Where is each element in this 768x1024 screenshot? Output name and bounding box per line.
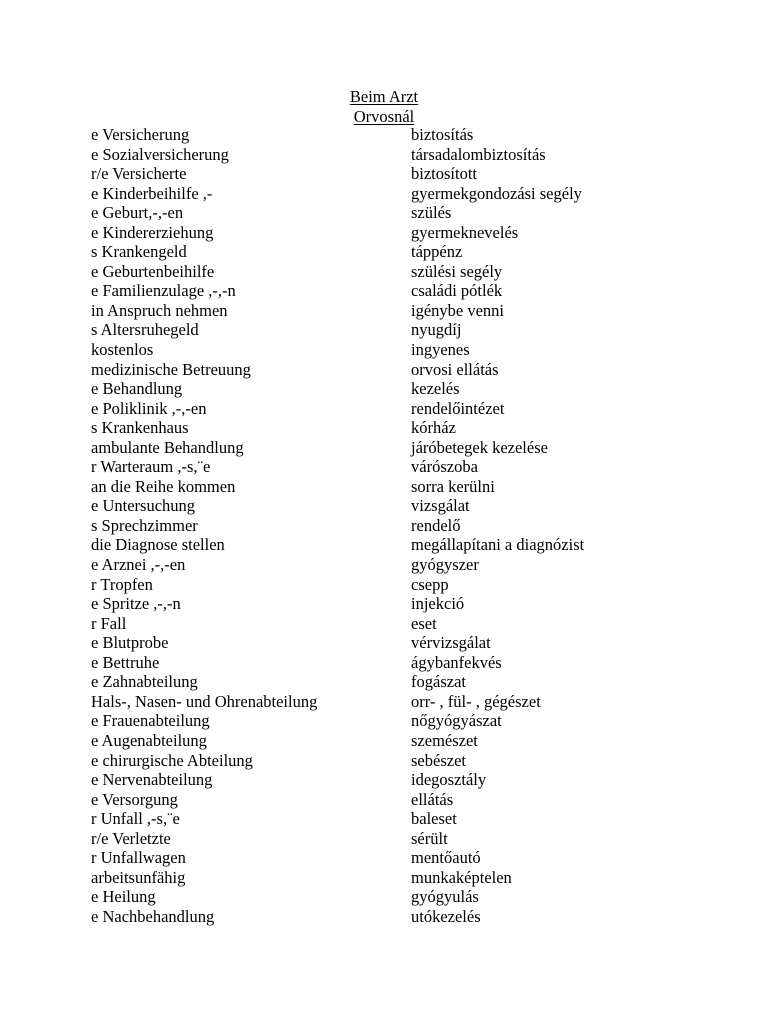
- german-term: e Augenabteilung: [91, 730, 207, 750]
- german-term: e Heilung: [91, 887, 156, 907]
- hungarian-translation: szemészet: [411, 730, 478, 750]
- hungarian-translation: utókezelés: [411, 906, 481, 926]
- german-term: e Zahnabteilung: [91, 672, 198, 692]
- german-term: r Tropfen: [91, 574, 153, 594]
- german-term: Hals-, Nasen- und Ohrenabteilung: [91, 691, 318, 711]
- vocabulary-row: [0, 360, 768, 380]
- vocabulary-row: [0, 594, 768, 614]
- german-term: e Geburt,-,-en: [91, 203, 184, 223]
- hungarian-translation: vérvizsgálat: [411, 633, 491, 653]
- hungarian-translation: sérült: [411, 828, 448, 848]
- hungarian-translation: járóbetegek kezelése: [411, 437, 548, 457]
- vocabulary-row: [0, 809, 768, 829]
- vocabulary-row: [0, 379, 768, 399]
- hungarian-translation: orr- , fül- , gégészet: [411, 691, 541, 711]
- vocabulary-row: [0, 457, 768, 477]
- german-term: r Warteraum ,-s,¨e: [91, 457, 211, 477]
- german-term: e Bettruhe: [91, 652, 160, 672]
- german-term: e Versorgung: [91, 789, 178, 809]
- hungarian-translation: eset: [411, 613, 437, 633]
- vocabulary-row: [0, 887, 768, 907]
- german-term: die Diagnose stellen: [91, 535, 225, 555]
- hungarian-translation: rendelőintézet: [411, 398, 505, 418]
- vocabulary-row: [0, 418, 768, 438]
- vocabulary-row: [0, 242, 768, 262]
- german-term: r Unfall ,-s,¨e: [91, 809, 180, 829]
- german-term: e Nervenabteilung: [91, 770, 213, 790]
- vocabulary-row: [0, 281, 768, 301]
- hungarian-translation: családi pótlék: [411, 281, 503, 301]
- hungarian-translation: orvosi ellátás: [411, 359, 499, 379]
- hungarian-translation: biztosítás: [411, 125, 474, 144]
- german-term: e Frauenabteilung: [91, 711, 210, 731]
- vocabulary-row: [0, 184, 768, 204]
- vocabulary-row: [0, 653, 768, 673]
- german-term: medizinische Betreuung: [91, 359, 251, 379]
- vocabulary-row: [0, 203, 768, 223]
- german-term: e Familienzulage ,-,-n: [91, 281, 236, 301]
- vocabulary-row: [0, 340, 768, 360]
- hungarian-translation: sorra kerülni: [411, 476, 495, 496]
- vocabulary-row: [0, 164, 768, 184]
- hungarian-translation: társadalombiztosítás: [411, 144, 546, 164]
- german-term: e Kindererziehung: [91, 222, 214, 242]
- vocabulary-row: [0, 477, 768, 497]
- german-term: r/e Versicherte: [91, 164, 187, 184]
- hungarian-translation: munkaképtelen: [411, 867, 512, 887]
- hungarian-translation: gyermeknevelés: [411, 222, 519, 242]
- german-term: an die Reihe kommen: [91, 476, 236, 496]
- vocabulary-list: [0, 125, 768, 926]
- vocabulary-row: [0, 848, 768, 868]
- german-term: e Spritze ,-,-n: [91, 594, 181, 614]
- vocabulary-row: [0, 516, 768, 536]
- vocabulary-row: [0, 262, 768, 282]
- vocabulary-row: [0, 829, 768, 849]
- german-term: kostenlos: [91, 340, 154, 360]
- german-term: e Behandlung: [91, 379, 183, 399]
- hungarian-translation: fogászat: [411, 672, 466, 692]
- vocabulary-row: [0, 633, 768, 653]
- vocabulary-row: [0, 301, 768, 321]
- hungarian-translation: ellátás: [411, 789, 454, 809]
- german-term: e Blutprobe: [91, 633, 169, 653]
- vocabulary-row: [0, 711, 768, 731]
- german-term: e chirurgische Abteilung: [91, 750, 253, 770]
- german-term: arbeitsunfähig: [91, 867, 186, 887]
- german-term: e Sozialversicherung: [91, 144, 229, 164]
- hungarian-translation: injekció: [411, 594, 465, 614]
- hungarian-translation: nőgyógyászat: [411, 711, 502, 731]
- german-term: r Unfallwagen: [91, 848, 186, 868]
- hungarian-translation: vizsgálat: [411, 496, 470, 516]
- german-term: s Krankengeld: [91, 242, 187, 262]
- hungarian-translation: gyógyszer: [411, 555, 479, 575]
- german-term: e Poliklinik ,-,-en: [91, 398, 207, 418]
- hungarian-translation: baleset: [411, 809, 457, 829]
- hungarian-translation: nyugdíj: [411, 320, 462, 340]
- german-term: s Sprechzimmer: [91, 515, 198, 535]
- hungarian-translation: gyermekgondozási segély: [411, 183, 582, 203]
- hungarian-translation: kezelés: [411, 379, 460, 399]
- hungarian-translation: gyógyulás: [411, 887, 479, 907]
- vocabulary-row: [0, 907, 768, 927]
- vocabulary-row: [0, 672, 768, 692]
- vocabulary-row: [0, 145, 768, 165]
- vocabulary-row: [0, 535, 768, 555]
- german-term: ambulante Behandlung: [91, 437, 244, 457]
- hungarian-translation: sebészet: [411, 750, 466, 770]
- german-term: s Krankenhaus: [91, 418, 189, 438]
- hungarian-translation: szülési segély: [411, 261, 503, 281]
- vocabulary-row: [0, 125, 768, 145]
- vocabulary-row: [0, 399, 768, 419]
- vocabulary-row: [0, 790, 768, 810]
- hungarian-translation: mentőautó: [411, 848, 481, 868]
- vocabulary-row: [0, 555, 768, 575]
- vocabulary-row: [0, 731, 768, 751]
- hungarian-translation: ingyenes: [411, 340, 470, 360]
- page-subtitle: Orvosnál: [353, 106, 415, 126]
- german-term: e Geburtenbeihilfe: [91, 261, 215, 281]
- hungarian-translation: várószoba: [411, 457, 478, 477]
- vocabulary-row: [0, 692, 768, 712]
- vocabulary-row: [0, 438, 768, 458]
- german-term: e Kinderbeihilfe ,-: [91, 183, 213, 203]
- hungarian-translation: szülés: [411, 203, 452, 223]
- german-term: s Altersruhegeld: [91, 320, 199, 340]
- german-term: e Untersuchung: [91, 496, 196, 516]
- vocabulary-row: [0, 320, 768, 340]
- vocabulary-row: [0, 751, 768, 771]
- german-term: e Arznei ,-,-en: [91, 555, 186, 575]
- german-term: in Anspruch nehmen: [91, 300, 228, 320]
- german-term: r Fall: [91, 613, 127, 633]
- vocabulary-row: [0, 575, 768, 595]
- german-term: e Versicherung: [91, 125, 190, 144]
- vocabulary-row: [0, 614, 768, 634]
- page-title: Beim Arzt: [349, 87, 419, 106]
- hungarian-translation: táppénz: [411, 242, 463, 262]
- hungarian-translation: biztosított: [411, 164, 477, 184]
- vocabulary-row: [0, 496, 768, 516]
- vocabulary-row: [0, 868, 768, 888]
- hungarian-translation: kórház: [411, 418, 456, 438]
- hungarian-translation: idegosztály: [411, 770, 487, 790]
- german-term: e Nachbehandlung: [91, 906, 215, 926]
- vocabulary-row: [0, 223, 768, 243]
- vocabulary-row: [0, 770, 768, 790]
- hungarian-translation: rendelő: [411, 515, 461, 535]
- hungarian-translation: igénybe venni: [411, 300, 505, 320]
- hungarian-translation: csepp: [411, 574, 449, 594]
- hungarian-translation: megállapítani a diagnózist: [411, 535, 585, 555]
- hungarian-translation: ágybanfekvés: [411, 652, 502, 672]
- german-term: r/e Verletzte: [91, 828, 171, 848]
